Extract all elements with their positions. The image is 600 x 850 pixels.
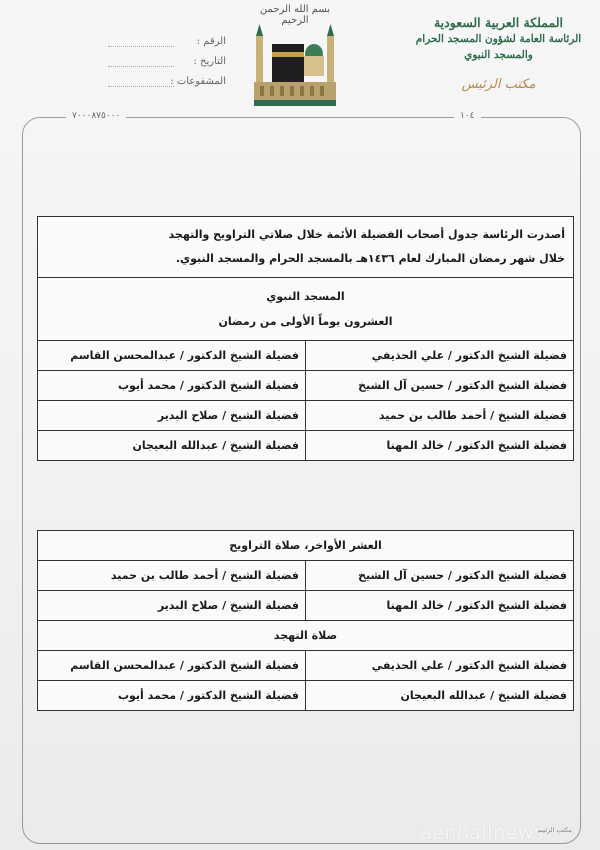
- number-label: الرقم :: [196, 36, 226, 47]
- tahajjud-heading: صلاة التهجد: [38, 621, 574, 651]
- attachments-label: المشفوعات :: [170, 76, 226, 87]
- imam-cell: فضيلة الشيخ / صلاح البدير: [38, 591, 306, 621]
- office-name: مكتب الرئيس: [461, 77, 536, 92]
- imam-cell: فضيلة الشيخ الدكتور / محمد أيوب: [38, 371, 306, 401]
- ref-number-left: ٧٠٠٠٨٧٥٠٠٠: [66, 111, 126, 121]
- footer-office-note: مكتب الرئيس: [535, 826, 572, 834]
- table-row: [38, 431, 574, 461]
- date-label: التاريخ :: [193, 56, 226, 67]
- reference-fields: [108, 36, 226, 96]
- imam-cell: فضيلة الشيخ الدكتور / حسين آل الشيخ: [306, 371, 574, 401]
- ref-number-right: ١٠٤: [454, 111, 481, 121]
- kingdom-name: المملكة العربية السعودية: [433, 15, 563, 30]
- mosque-heading: المسجد النبوي: [266, 290, 345, 303]
- table-row: [38, 371, 574, 401]
- schedule-table-first-twenty-days: [37, 216, 574, 461]
- section-heading-cell: [38, 278, 574, 341]
- mosques-emblem-icon: [252, 6, 338, 110]
- table-row: [38, 341, 574, 371]
- tarawih-heading: العشر الأواخر، صلاة التراويح: [38, 531, 574, 561]
- imam-cell: فضيلة الشيخ الدكتور / خالد المهنا: [306, 431, 574, 461]
- table-row: [38, 651, 574, 681]
- period-heading: العشرون يوماً الأولى من رمضان: [218, 315, 393, 328]
- imam-cell: فضيلة الشيخ الدكتور / علي الحذيفي: [306, 651, 574, 681]
- intro-line-1: أصدرت الرئاسة جدول أصحاب الفضيلة الأئمة خلال صلاتي التراويح والتهجد: [168, 228, 565, 241]
- imam-cell: فضيلة الشيخ الدكتور / عبدالمحسن القاسم: [38, 341, 306, 371]
- basmala: بسم الله الرحمن الرحيم: [259, 4, 331, 26]
- imam-cell: فضيلة الشيخ / عبدالله البعيجان: [38, 431, 306, 461]
- intro-line-2: خلال شهر رمضان المبارك لعام ١٤٣٦هـ بالمسجد الحرام والمسجد النبوي.: [175, 252, 565, 265]
- number-field: [108, 36, 226, 56]
- imam-cell: فضيلة الشيخ الدكتور / عبدالمحسن القاسم: [38, 651, 306, 681]
- presidency-name: الرئاسة العامة لشؤون المسجد الحرام والمسجد النبوي: [415, 33, 582, 61]
- imam-cell: فضيلة الشيخ الدكتور / محمد أيوب: [38, 681, 306, 711]
- table-row: [38, 561, 574, 591]
- imam-cell: فضيلة الشيخ / صلاح البدير: [38, 401, 306, 431]
- imam-cell: فضيلة الشيخ / أحمد طالب بن حميد: [306, 401, 574, 431]
- date-field: [108, 56, 226, 76]
- intro-cell: [38, 217, 574, 278]
- imam-cell: فضيلة الشيخ الدكتور / علي الحذيفي: [306, 341, 574, 371]
- watermark: aenhailnews: [420, 822, 545, 844]
- table-row: [38, 681, 574, 711]
- imam-cell: فضيلة الشيخ / عبدالله البعيجان: [306, 681, 574, 711]
- attachments-field: [108, 76, 226, 96]
- imam-cell: فضيلة الشيخ / أحمد طالب بن حميد: [38, 561, 306, 591]
- imam-cell: فضيلة الشيخ الدكتور / خالد المهنا: [306, 591, 574, 621]
- table-row: [38, 591, 574, 621]
- table-row: [38, 401, 574, 431]
- imam-cell: فضيلة الشيخ الدكتور / حسين آل الشيخ: [306, 561, 574, 591]
- letterhead-title-block: [411, 14, 586, 97]
- schedule-table-last-ten-nights: [37, 530, 574, 711]
